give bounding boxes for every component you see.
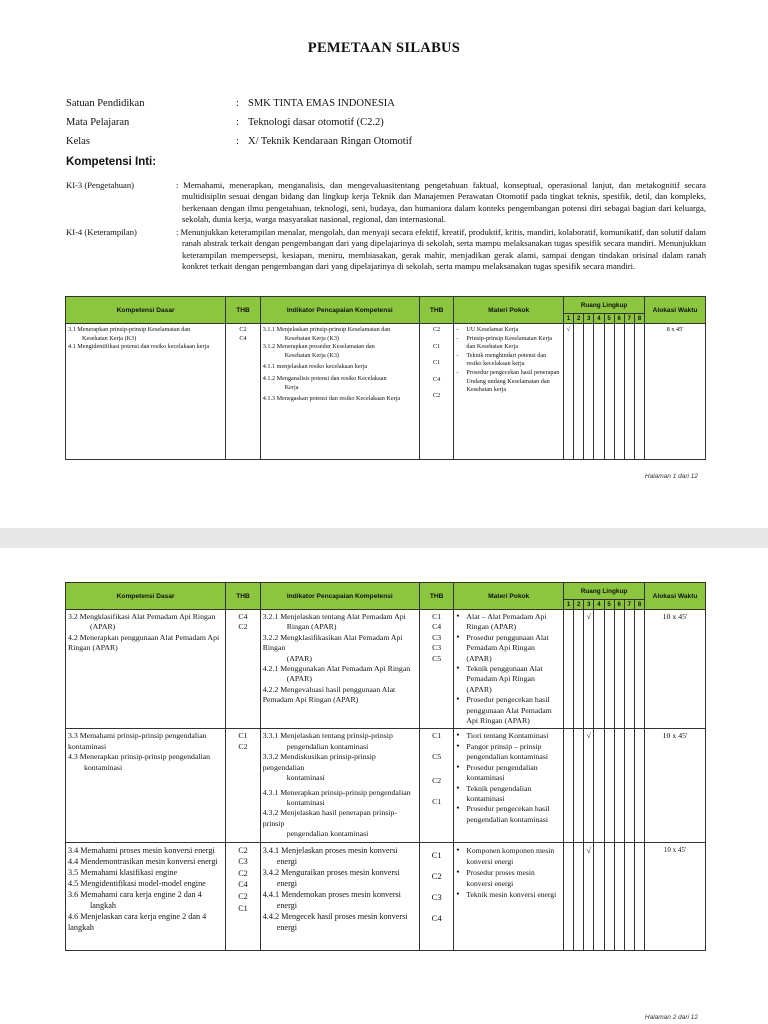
info-value: SMK TINTA EMAS INDONESIA xyxy=(248,98,395,109)
cell-materi-pokok xyxy=(454,324,564,460)
page-footer: Halaman 1 dari 12 xyxy=(644,473,698,480)
list-item: ● Teknik mesin konversi energi xyxy=(456,889,561,900)
header-num: 4 xyxy=(594,314,604,324)
text-line: Ringan (APAR) xyxy=(286,622,337,632)
thb-value: C2 xyxy=(431,870,442,881)
ruang-lingkup-6 xyxy=(614,729,624,842)
header-num: 3 xyxy=(584,600,594,610)
thb-value: C2 xyxy=(238,741,248,751)
list-item: - UU Keselamat Kerja xyxy=(456,326,561,335)
text-line: 4.2.2 Mengevaluasi hasil penggunaan Alat Pemadam Api Ringan (APAR) xyxy=(262,684,396,705)
list-item: ● Teknik penggunaan Alat Pemadam Api Ringan (APAR) xyxy=(456,664,561,695)
list-item: - Teknik menghindari potensi dan resiko kecelakaan kerja xyxy=(456,352,561,369)
thb-value: C2 xyxy=(239,326,247,333)
ruang-lingkup-4 xyxy=(594,610,604,729)
text-line: 3.3.1 Menjelaskan tentang prinsip-prinsip xyxy=(262,731,393,741)
ruang-lingkup-7 xyxy=(624,842,634,950)
cell-thb xyxy=(226,324,260,460)
cell-alokasi-waktu: 10 x 45' xyxy=(645,842,706,950)
cell-indikator xyxy=(260,842,419,950)
ruang-lingkup-3 xyxy=(584,324,594,460)
header-num: 1 xyxy=(563,600,573,610)
thb-value: C1 xyxy=(432,796,442,806)
text-line: 3.1 Menerapkan prinsip-prinsip Keselamatan dan xyxy=(68,326,191,333)
table-row xyxy=(66,842,706,950)
text-line: Kerja xyxy=(284,383,299,391)
ruang-lingkup-5 xyxy=(604,324,614,460)
text-line: 4.4.2 Mengecek hasil proses mesin konversi xyxy=(262,911,408,921)
info-colon: : xyxy=(236,136,239,147)
ruang-lingkup-7 xyxy=(624,729,634,842)
text-line: 4.5 Mengidentifikasi model-model engine xyxy=(68,878,206,888)
info-label: Kelas xyxy=(66,136,90,147)
thb-value: C3 xyxy=(432,632,442,642)
thb-value: C3 xyxy=(431,891,442,902)
thb-value: C4 xyxy=(432,622,442,632)
page-title: PEMETAAN SILABUS xyxy=(307,40,461,56)
header-num: 6 xyxy=(614,314,624,324)
header-ruang-lingkup: Ruang Lingkup xyxy=(563,297,644,314)
header-num: 5 xyxy=(604,314,614,324)
thb-value: C4 xyxy=(238,612,248,621)
text-line: 4.1.1 menjelaskan resiko kecelakaan kerja xyxy=(262,363,368,371)
text-line: 3.2.2 Mengklasifikasikan Alat Pemadam Api Ringan xyxy=(262,632,403,653)
info-label: Satuan Pendidikan xyxy=(66,98,145,109)
ki3-block xyxy=(66,180,706,225)
ruang-lingkup-1 xyxy=(563,729,573,842)
cell-kompetensi-dasar xyxy=(66,610,226,729)
list-item: ● Prosedur pengendalian kontaminasi xyxy=(456,763,561,784)
text-line: (APAR) xyxy=(90,622,116,632)
text-line: 3.2 Mengklasifikasi Alat Pemadam Api Ringan xyxy=(68,612,216,621)
header-alokasi-waktu: Alokasi Waktu xyxy=(645,583,706,610)
thb-value: C1 xyxy=(238,903,248,913)
ruang-lingkup-2 xyxy=(574,842,584,950)
list-item: ● Komponen komponen mesin konversi energi xyxy=(456,845,561,867)
ruang-lingkup-4 xyxy=(594,324,604,460)
ruang-lingkup-7 xyxy=(624,610,634,729)
cell-alokasi-waktu: 8 x 45' xyxy=(645,324,706,460)
list-item: ● Teknik pengendalian kontaminasi xyxy=(456,784,561,805)
text-line: energi xyxy=(276,922,298,932)
list-item: ● Pangor prinsip – prinsip pengendalian kontaminasi xyxy=(456,742,561,763)
thb-value: C3 xyxy=(432,643,442,653)
thb-value: C1 xyxy=(433,342,441,350)
list-item: ● Prosedur proses mesin konversi energi xyxy=(456,867,561,889)
header-num: 8 xyxy=(634,314,644,324)
text-line: 3.4.1 Menjelaskan proses mesin konversi xyxy=(262,845,398,855)
thb-value: C2 xyxy=(433,392,441,400)
ruang-lingkup-1 xyxy=(563,610,573,729)
text-line: 4.2 Menerapkan penggunaan Alat Pemadam Api Ringan (APAR) xyxy=(68,632,220,653)
ruang-lingkup-8 xyxy=(634,729,644,842)
silabus-table-page2 xyxy=(65,582,706,951)
thb-value: C4 xyxy=(431,912,442,923)
text-line: energi xyxy=(276,878,298,888)
list-item: ● Tiori tentang Kontaminasi xyxy=(456,731,561,741)
ruang-lingkup-2 xyxy=(574,729,584,842)
thb-value: C2 xyxy=(238,868,248,878)
header-ruang-lingkup: Ruang Lingkup xyxy=(563,583,644,600)
header-thb: THB xyxy=(226,583,260,610)
ruang-lingkup-4 xyxy=(594,729,604,842)
cell-kompetensi-dasar xyxy=(66,324,226,460)
text-line: 3.3.2 Mendiskusikan prinsip-prinsip pengendalian xyxy=(262,752,376,772)
cell-materi-pokok xyxy=(454,610,564,729)
cell-indikator xyxy=(260,324,419,460)
text-line: 4.6 Menjelaskan cara kerja engine 2 dan 4 langkah xyxy=(68,911,207,932)
cell-indikator xyxy=(260,729,419,842)
thb-value: C4 xyxy=(433,375,441,383)
ruang-lingkup-5 xyxy=(604,842,614,950)
cell-thb-2 xyxy=(419,842,453,950)
ruang-lingkup-1: √ xyxy=(563,324,573,460)
silabus-table-page1 xyxy=(65,296,706,460)
list-item: ● Prosedur pengecekan hasil pengendalian kontaminasi xyxy=(456,804,561,825)
text-line: 3.4.2 Menguraikan proses mesin konversi xyxy=(262,867,400,877)
text-line: Kesehatan Kerja (K3) xyxy=(82,334,137,342)
header-indikator: Indikator Pencapaian Kompetensi xyxy=(260,297,419,324)
text-line: kontaminasi xyxy=(84,762,123,772)
ruang-lingkup-6 xyxy=(614,610,624,729)
header-num: 2 xyxy=(574,314,584,324)
ruang-lingkup-4 xyxy=(594,842,604,950)
list-item: ● Alat – Alat Pemadam Api Ringan (APAR) xyxy=(456,612,561,633)
text-line: 3.4 Memahami proses mesin konversi energi xyxy=(68,845,215,855)
list-item: - Prosedur pengecekan hasil penerapan Undang undang Keselamatan dan Kesehatan kerja xyxy=(456,369,561,395)
thb-value: C1 xyxy=(433,359,441,367)
ruang-lingkup-6 xyxy=(614,842,624,950)
text-line: 4.4.1 Mendemokan proses mesin konversi xyxy=(262,889,401,899)
ki4-block xyxy=(66,227,706,272)
ki3-label: KI-3 (Pengetahuan) xyxy=(66,180,135,190)
text-line: langkah xyxy=(90,900,116,910)
cell-thb-2 xyxy=(419,324,453,460)
thb-value: C1 xyxy=(238,731,248,741)
cell-thb xyxy=(226,610,260,729)
header-thb-2: THB xyxy=(419,583,453,610)
page-footer: Halaman 2 dari 12 xyxy=(644,1014,698,1021)
table-row xyxy=(66,729,706,842)
text-line: Kesehatan Kerja (K3) xyxy=(284,334,339,342)
ruang-lingkup-5 xyxy=(604,729,614,842)
header-num: 6 xyxy=(614,600,624,610)
text-line: 4.1.2 Menganalisis potensi dan resiko Kecelakaan xyxy=(262,374,387,382)
thb-value: C5 xyxy=(432,653,442,663)
list-item: - Prinsip-prinsip Keselamatan Kerja dan Kesehatan Kerja xyxy=(456,335,561,352)
list-item: ● Prosedur penggunaan Alat Pemadam Api Ringan (APAR) xyxy=(456,633,561,664)
info-label: Mata Pelajaran xyxy=(66,117,130,128)
thb-value: C4 xyxy=(238,880,248,890)
thb-value: C2 xyxy=(238,622,248,632)
cell-thb-2 xyxy=(419,610,453,729)
text-line: 4.4 Mendemontrasikan mesin konversi energi xyxy=(68,856,218,866)
text-line: 4.2.1 Menggunakan Alat Pemadam Api Ringan xyxy=(262,664,411,674)
header-num: 2 xyxy=(574,600,584,610)
cell-kompetensi-dasar xyxy=(66,842,226,950)
kompetensi-inti-heading: Kompetensi Inti: xyxy=(66,156,157,168)
cell-materi-pokok xyxy=(454,729,564,842)
thb-value: C5 xyxy=(432,751,442,761)
header-kompetensi-dasar: Kompetensi Dasar xyxy=(66,583,226,610)
header-indikator: Indikator Pencapaian Kompetensi xyxy=(260,583,419,610)
header-num: 5 xyxy=(604,600,614,610)
text-line: 3.5 Memahami klasifikasi engine xyxy=(68,867,178,877)
text-line: kontaminasi xyxy=(286,797,325,807)
ruang-lingkup-3: √ xyxy=(584,729,594,842)
ki3-text: : Memahami, menerapkan, menganalisis, dan mengevaluasitentang pengetahuan faktual, konseptual, operasional lanjut, dan metakognitif secara multidisiplin sesuai dengan bidang dan lingkup kerja Teknik dan Manajemen Perawatan Otomotif pada tingkat teknis, spesifik, detil, dan kompleks, berkenaan dengan ilmu pengetahuan, teknologi, seni, budaya, dan humaniora dalam konteks pengembangan potensi diri sebagai bagian dari keluarga, sekolah, dunia kerja, warga masyarakat nasional, regional, dan internasional. xyxy=(176,180,706,224)
header-num: 8 xyxy=(634,600,644,610)
ruang-lingkup-3: √ xyxy=(584,842,594,950)
header-num: 1 xyxy=(563,314,573,324)
header-kompetensi-dasar: Kompetensi Dasar xyxy=(66,297,226,324)
ruang-lingkup-7 xyxy=(624,324,634,460)
list-item: ● Prosedur pengecekan hasil penggunaan Alat Pemadam Api Ringan (APAR) xyxy=(456,695,561,726)
ruang-lingkup-8 xyxy=(634,324,644,460)
ruang-lingkup-2 xyxy=(574,324,584,460)
thb-value: C2 xyxy=(432,776,442,786)
info-value: X/ Teknik Kendaraan Ringan Otomotif xyxy=(248,136,413,147)
thb-value: C2 xyxy=(238,845,248,855)
ruang-lingkup-8 xyxy=(634,842,644,950)
ruang-lingkup-3: √ xyxy=(584,610,594,729)
text-line: (APAR) xyxy=(286,653,312,663)
cell-materi-pokok xyxy=(454,842,564,950)
header-thb: THB xyxy=(226,297,260,324)
info-value: Teknologi dasar otomotif (C2.2) xyxy=(248,117,384,128)
ruang-lingkup-5 xyxy=(604,610,614,729)
thb-value: C3 xyxy=(238,857,248,867)
ruang-lingkup-1 xyxy=(563,842,573,950)
cell-kompetensi-dasar xyxy=(66,729,226,842)
text-line: kontaminasi xyxy=(286,773,325,783)
header-materi-pokok: Materi Pokok xyxy=(454,297,564,324)
cell-thb xyxy=(226,842,260,950)
text-line: Kesehatan Kerja (K3) xyxy=(284,351,339,359)
cell-alokasi-waktu: 10 x 45' xyxy=(645,610,706,729)
document-page-2 xyxy=(0,548,768,1024)
text-line: energi xyxy=(276,856,298,866)
ruang-lingkup-8 xyxy=(634,610,644,729)
thb-value: C1 xyxy=(431,849,442,860)
text-line: (APAR) xyxy=(286,674,312,684)
text-line: 4.1 Mengidentifikasi potensi dan resiko kecelakaan kerja xyxy=(68,343,210,351)
header-alokasi-waktu: Alokasi Waktu xyxy=(645,297,706,324)
text-line: energi xyxy=(276,900,298,910)
text-line: 3.3 Memahami prinsip-prinsip pengendalian kontaminasi xyxy=(68,731,207,751)
text-line: 3.2.1 Menjelaskan tentang Alat Pemadam Api xyxy=(262,612,406,621)
ki4-label: KI-4 (Keterampilan) xyxy=(66,227,137,237)
header-num: 4 xyxy=(594,600,604,610)
thb-value: C2 xyxy=(433,326,441,333)
thb-value: C1 xyxy=(432,731,442,741)
table-row xyxy=(66,610,706,729)
header-num: 3 xyxy=(584,314,594,324)
text-line: pengendalian kontaminasi xyxy=(286,829,369,839)
thb-value: C2 xyxy=(238,891,248,901)
text-line: 4.3 Menerapkan prinsip-prinsip pengendalian xyxy=(68,752,211,762)
text-line: pengendalian kontaminasi xyxy=(286,741,369,751)
cell-alokasi-waktu: 10 x 45' xyxy=(645,729,706,842)
text-line: 3.6 Memahami cara kerja engine 2 dan 4 xyxy=(68,889,202,899)
info-colon: : xyxy=(236,117,239,128)
text-line: 4.3.2 Menjelaskan hasil penerapan prinsip-prinsip xyxy=(262,808,397,828)
text-line: 3.1.2 Menerapkan prosedur Keselamatan dan xyxy=(262,343,375,351)
header-num: 7 xyxy=(624,600,634,610)
ruang-lingkup-6 xyxy=(614,324,624,460)
table-row xyxy=(66,324,706,460)
header-materi-pokok: Materi Pokok xyxy=(454,583,564,610)
thb-value: C1 xyxy=(432,612,442,621)
thb-value: C4 xyxy=(239,334,247,342)
text-line: 4.3.1 Menerapkan prinsip-prinsip pengendalian xyxy=(262,787,411,797)
text-line: 4.1.3 Menegaskan potensi dan resiko Kecelakaan Kerja xyxy=(262,395,401,403)
ki4-text: : Menunjukkan keterampilan menalar, mengolah, dan menyaji secara efektif, kreatif, produktif, kritis, mandiri, kolaboratif, komunikatif, dan solutif dalam ranah abstrak terkait dengan pengembangan dari yang dipelajarinya di sekolah, serta mampu melaksanakan tugas spesifik secara mandiri. Menunjukkan keterampilan mempersepsi, kesiapan, meniru, membiasakan, gerak mahir, menjadikan gerak alami, sampai dengan tindakan orisinal dalam ranah konkret terkait dengan pengembangan dari yang dipelajarinya di sekolah, serta mampu melaksanakan tugas spesifik secara mandiri. xyxy=(176,227,706,271)
cell-thb xyxy=(226,729,260,842)
header-num: 7 xyxy=(624,314,634,324)
text-line: 3.1.1 Menjelaskan prinsip-prinsip Keselamatan dan xyxy=(262,326,391,333)
header-thb-2: THB xyxy=(419,297,453,324)
cell-indikator xyxy=(260,610,419,729)
info-colon: : xyxy=(236,98,239,109)
cell-thb-2 xyxy=(419,729,453,842)
ruang-lingkup-2 xyxy=(574,610,584,729)
